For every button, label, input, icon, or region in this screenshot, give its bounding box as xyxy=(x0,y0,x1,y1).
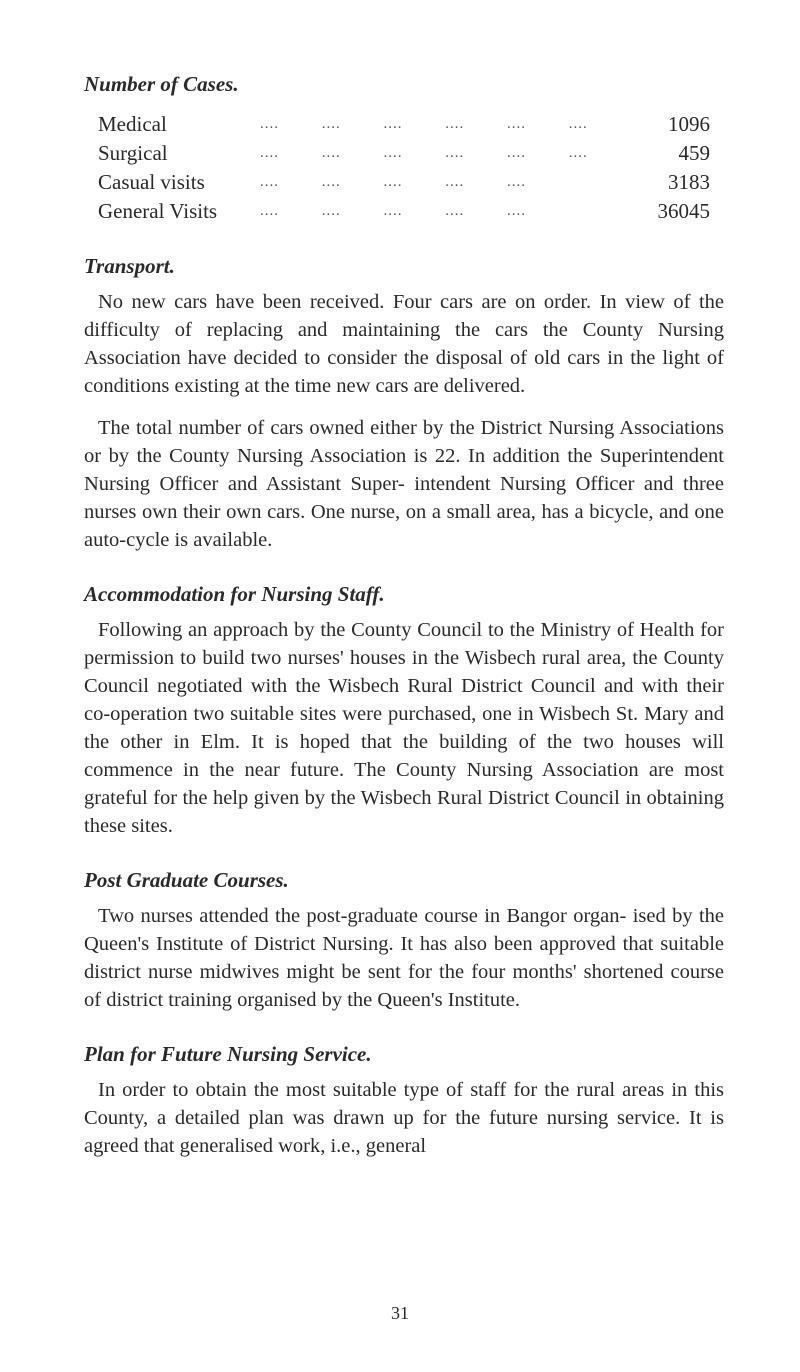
accommodation-heading: Accommodation for Nursing Staff. xyxy=(84,582,385,606)
row-label: Surgical xyxy=(98,141,168,165)
leader-dots: .... .... .... .... .... xyxy=(260,203,526,219)
accommodation-section xyxy=(84,580,724,840)
table-row xyxy=(98,110,710,139)
accommodation-paragraph: Following an approach by the County Council to the Ministry of Health for permission to build two nurses' houses in the Wisbech rural area, the County Council negotiated with the Wisbech Rural District Council and with their co-operation two suitable sites were purchased, one in Wisbech St. Mary and the other in Elm. It is hoped that the building of the two houses will commence in the near future. The County Nursing Association are most grateful for the help given by the Wisbech Rural District Council in obtaining these sites. xyxy=(84,619,724,837)
row-label: General Visits xyxy=(98,199,218,223)
leader-dots: .... .... .... .... .... .... xyxy=(260,116,588,132)
postgraduate-section xyxy=(84,866,724,1014)
plan-section xyxy=(84,1040,724,1160)
row-label: Casual visits xyxy=(98,170,205,194)
transport-section xyxy=(84,252,724,554)
transport-paragraph: The total number of cars owned either by the District Nursing Associations or by the County Nursing Association is 22. In addition the Superintendent Nursing Officer and Assistant Super- intendent Nursing Officer and three nurses own their own cars. One nurse, on a small area, has a bicycle, and one auto-cycle is available. xyxy=(84,417,724,551)
cases-table xyxy=(98,110,710,226)
plan-heading: Plan for Future Nursing Service. xyxy=(84,1042,372,1066)
page-number: 31 xyxy=(391,1303,409,1323)
row-label: Medical xyxy=(98,112,167,136)
leader-dots: .... .... .... .... .... xyxy=(260,174,526,190)
transport-paragraph: No new cars have been received. Four cars are on order. In view of the difficulty of replacing and maintaining the cars the County Nursing Association have decided to consider the disposal of old cars in the light of conditions existing at the time new cars are delivered. xyxy=(84,291,724,397)
transport-heading: Transport. xyxy=(84,254,175,278)
plan-paragraph: In order to obtain the most suitable type of staff for the rural areas in this County, a detailed plan was drawn up for the future nursing service. It is agreed that generalised work, i.e., general xyxy=(84,1079,724,1157)
table-row xyxy=(98,168,710,197)
leader-dots: .... .... .... .... .... .... xyxy=(260,145,588,161)
table-row xyxy=(98,139,710,168)
table-row xyxy=(98,197,710,226)
row-value: 36045 xyxy=(657,199,710,223)
cases-section xyxy=(84,70,724,226)
postgraduate-paragraph: Two nurses attended the post-graduate course in Bangor organ- ised by the Queen's Institute of District Nursing. It has also been approved that suitable district nurse midwives might be sent for the four months' shortened course of district training organised by the Queen's Institute. xyxy=(84,905,724,1011)
row-value: 3183 xyxy=(668,170,710,194)
cases-heading: Number of Cases. xyxy=(84,72,239,96)
row-value: 1096 xyxy=(668,112,710,136)
postgraduate-heading: Post Graduate Courses. xyxy=(84,868,289,892)
row-value: 459 xyxy=(678,141,710,165)
document-page xyxy=(84,70,724,1160)
